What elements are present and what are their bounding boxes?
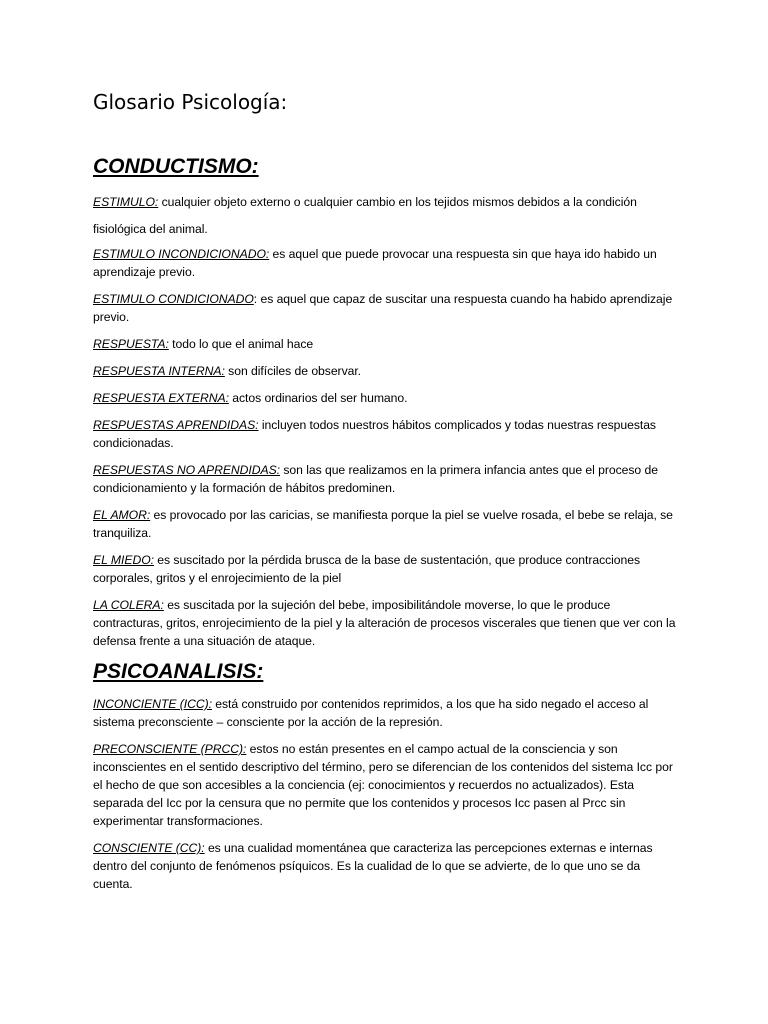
glossary-entry xyxy=(93,245,678,281)
glossary-term: RESPUESTA INTERNA: xyxy=(93,364,225,378)
glossary-entry xyxy=(93,461,678,497)
glossary-entry xyxy=(93,839,678,893)
glossary-definition: es aquel que puede provocar una respuesta sin que haya ido habido un aprendizaje previo. xyxy=(93,247,657,279)
glossary-definition: son las que realizamos en la primera infancia antes que el proceso de condicionamiento y la formación de hábitos predominen. xyxy=(93,463,658,495)
glossary-definition: estos no están presentes en el campo actual de la consciencia y son inconscientes en el sentido descriptivo del término, pero se diferencian de los contenidos del sistema Icc por el hecho de que son accesibles a la conciencia (ej: conocimientos y recuerdos no actualizados). Esta separada del Icc por la censura que no permite que los contenidos y procesos Icc pasen al Prcc sin experimentar transformaciones. xyxy=(93,742,673,828)
glossary-definition: todo lo que el animal hace xyxy=(168,337,314,351)
glossary-term: RESPUESTAS APRENDIDAS: xyxy=(93,418,259,432)
glossary-entry xyxy=(93,506,678,542)
glossary-entry xyxy=(93,389,678,407)
document-page xyxy=(93,88,678,902)
glossary-entry xyxy=(93,416,678,452)
glossary-term: EL MIEDO: xyxy=(93,553,154,567)
section-heading-psicoanalisis: PSICOANALISIS: xyxy=(93,660,264,683)
glossary-definition: es provocado por las caricias, se manifiesta porque la piel se vuelve rosada, el bebe se relaja, se tranquiliza. xyxy=(93,508,673,540)
glossary-definition: cualquier objeto externo o cualquier cambio en los tejidos mismos debidos a la condición fisiológica del animal. xyxy=(93,195,637,236)
glossary-term: PRECONSCIENTE (PRCC): xyxy=(93,742,247,756)
section-heading-conductismo: CONDUCTISMO: xyxy=(93,155,259,178)
glossary-term: ESTIMULO: xyxy=(93,195,159,209)
glossary-definition: es suscitada por la sujeción del bebe, imposibilitándole moverse, lo que le produce contracturas, gritos, enrojecimiento de la piel y la alteración de procesos viscerales que tienen que ver con la defensa frente a una situación de ataque. xyxy=(93,598,676,648)
glossary-entry xyxy=(93,695,678,731)
glossary-entry xyxy=(93,290,678,326)
glossary-entry xyxy=(93,362,678,380)
glossary-definition: está construido por contenidos reprimidos, a los que ha sido negado el acceso al sistema preconsciente – consciente por la acción de la represión. xyxy=(93,697,649,729)
glossary-term: RESPUESTA EXTERNA: xyxy=(93,391,229,405)
glossary-entry xyxy=(93,740,678,830)
glossary-term: CONSCIENTE (CC): xyxy=(93,841,205,855)
glossary-term: RESPUESTAS NO APRENDIDAS: xyxy=(93,463,281,477)
glossary-term: LA COLERA: xyxy=(93,598,164,612)
glossary-term: ESTIMULO CONDICIONADO xyxy=(93,292,254,306)
glossary-definition: : es aquel que capaz de suscitar una respuesta cuando ha habido aprendizaje previo. xyxy=(93,292,673,324)
glossary-definition: es suscitado por la pérdida brusca de la base de sustentación, que produce contracciones corporales, gritos y el enrojecimiento de la piel xyxy=(93,553,641,585)
glossary-entry xyxy=(93,551,678,587)
glossary-entry xyxy=(93,335,678,353)
glossary-definition: incluyen todos nuestros hábitos complicados y todas nuestras respuestas condicionadas. xyxy=(93,418,656,450)
document-title: Glosario Psicología: xyxy=(93,90,288,114)
glossary-definition: actos ordinarios del ser humano. xyxy=(228,391,408,405)
glossary-term: ESTIMULO INCONDICIONADO: xyxy=(93,247,270,261)
glossary-term: INCONCIENTE (ICC): xyxy=(93,697,212,711)
glossary-term: RESPUESTA: xyxy=(93,337,169,351)
glossary-definition: son difíciles de observar. xyxy=(224,364,362,378)
glossary-entry xyxy=(93,596,678,650)
glossary-definition: es una cualidad momentánea que caracteriza las percepciones externas e internas dentro del conjunto de fenómenos psíquicos. Es la cualidad de lo que se advierte, de lo que uno se da cuenta. xyxy=(93,841,653,891)
glossary-term: EL AMOR: xyxy=(93,508,151,522)
glossary-entry xyxy=(93,189,678,243)
